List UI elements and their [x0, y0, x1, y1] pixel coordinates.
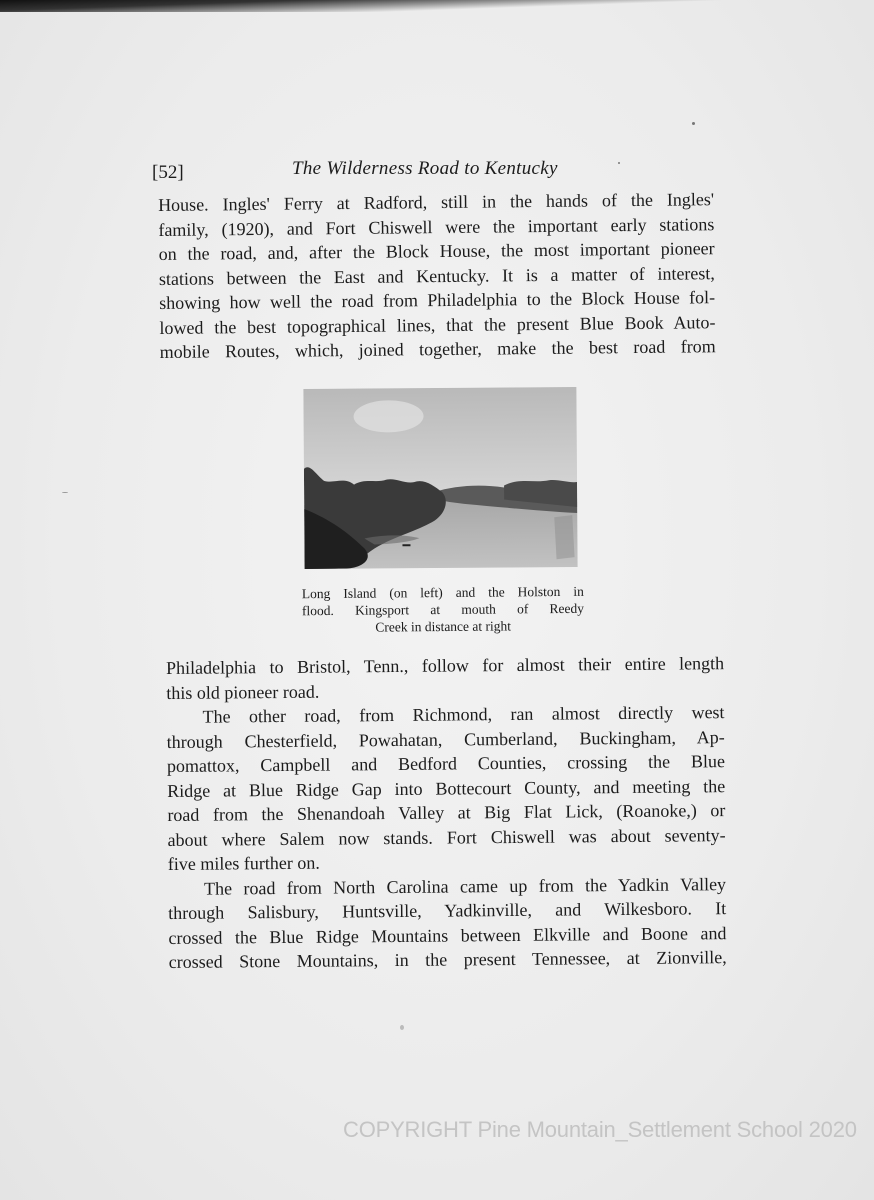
text-line: crossed Stone Mountains, in the present Tennessee, at Zionville, [168, 947, 727, 972]
caption-line: Long Island (on left) and the Holston in [301, 583, 584, 602]
text-line: this old pioneer road. [166, 681, 320, 703]
text-line: showing how well the road from Philadelphia to the Block House fol- [159, 287, 716, 313]
text-line: through Chesterfield, Powahatan, Cumberland, Buckingham, Ap- [166, 726, 725, 752]
text-line: The road from North Carolina came up from the Yadkin Valley [203, 873, 727, 899]
page-number: [52] [152, 162, 184, 183]
text-line: family, (1920), and Fort Chiswell were the important early stations [158, 213, 715, 240]
paragraph-bottom [166, 651, 727, 974]
scan-speck [618, 162, 620, 164]
scan-speck [62, 492, 68, 493]
paragraph-top [158, 187, 716, 364]
text-line: stations between the East and Kentucky. It is a matter of interest, [158, 262, 715, 289]
scan-top-edge-shadow [0, 0, 874, 12]
text-line: road from the Shenandoah Valley at Big Flat Lick, (Roanoke,) or [167, 800, 726, 825]
scan-speck [692, 122, 695, 125]
text-line: Philadelphia to Bristol, Tenn., follow for almost their entire length [166, 653, 725, 678]
scan-speck [400, 1025, 404, 1030]
caption-line: flood. Kingsport at mouth of Reedy [301, 600, 585, 619]
text-line: lowed the best topographical lines, that the present Blue Book Auto- [159, 311, 716, 338]
running-title: The Wilderness Road to Kentucky [292, 158, 558, 179]
text-line: crossed the Blue Ridge Mountains between Elkville and Boone and [168, 922, 727, 948]
text-line: pomattox, Campbell and Bedford Counties, crossing the Blue [166, 751, 726, 776]
page-header [152, 158, 732, 184]
text-line: about where Salem now stands. Fort Chiswell was about seventy- [167, 824, 726, 850]
text-line: House. Ingles' Ferry at Radford, still in the hands of the Ingles' [158, 189, 715, 215]
copyright-watermark: COPYRIGHT Pine Mountain_Settlement School 2020 [343, 1117, 857, 1142]
figure-caption [302, 583, 584, 636]
river-photograph [303, 387, 577, 569]
text-line: mobile Routes, which, joined together, make the best road from [159, 336, 716, 362]
caption-line: Creek in distance at right [375, 618, 512, 635]
text-line: on the road, and, after the Block House, the most important pioneer [158, 238, 715, 264]
text-line: through Salisbury, Huntsville, Yadkinville, and Wilkesboro. It [168, 898, 727, 923]
figure [303, 387, 577, 569]
text-line: Ridge at Blue Ridge Gap into Bottecourt County, and meeting the [167, 775, 726, 801]
text-line: The other road, from Richmond, ran almost directly west [202, 702, 725, 727]
text-line: five miles further on. [167, 852, 320, 874]
